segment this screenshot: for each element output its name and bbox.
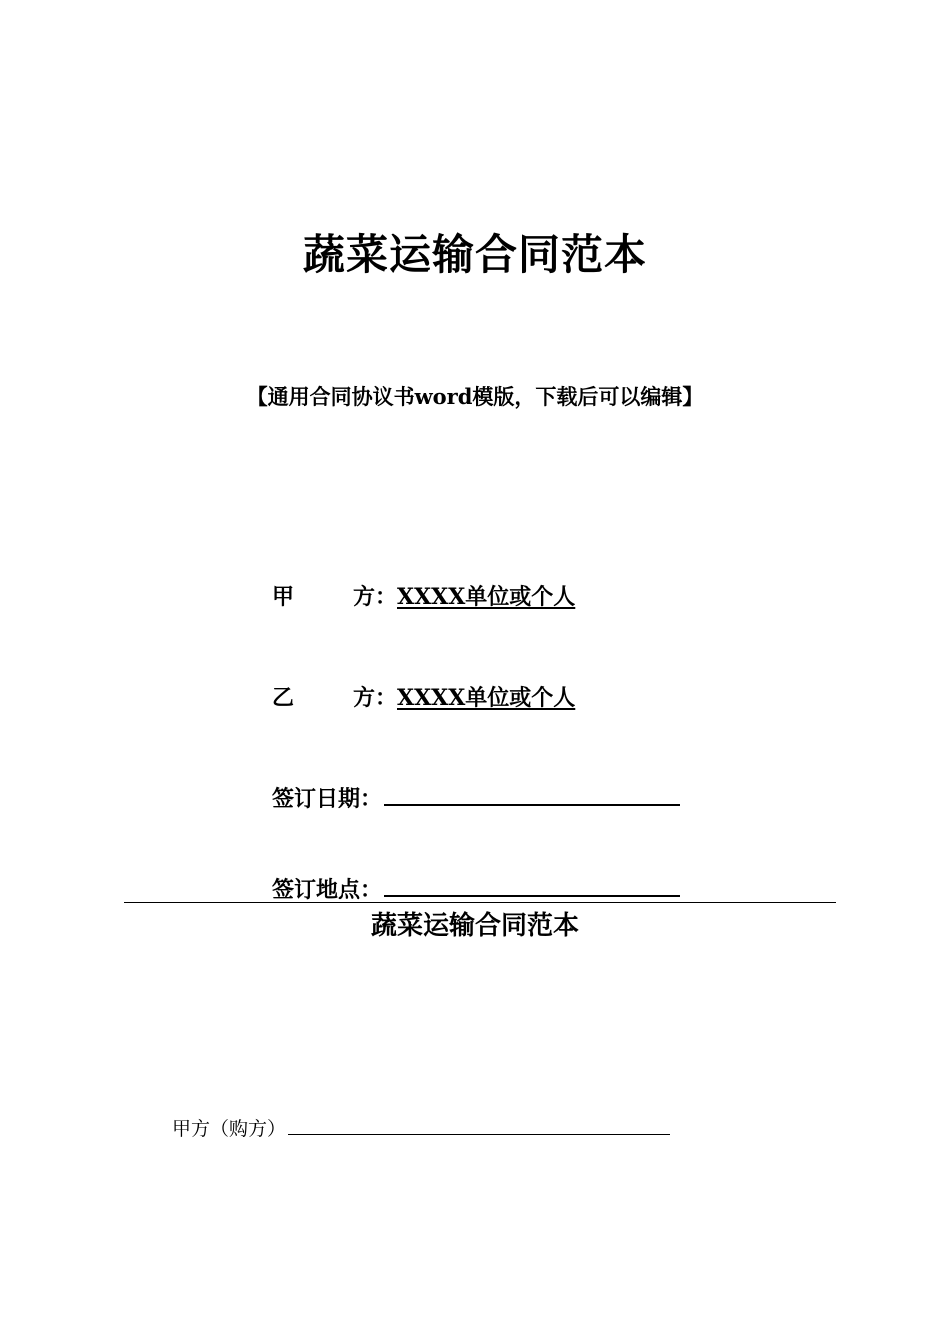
party-b-label	[272, 681, 397, 712]
party-b-label-last: 方：	[352, 685, 397, 711]
sign-place-blank[interactable]	[384, 875, 680, 897]
cover-subtitle: 【通用合同协议书word模版，下载后可以编辑】	[246, 384, 704, 409]
party-a-label-first: 甲	[272, 584, 295, 610]
party-b-label-first: 乙	[272, 685, 295, 711]
sign-place-row	[272, 873, 680, 904]
party-a-label	[272, 580, 397, 611]
party-b-value[interactable]: XXXX单位或个人	[397, 685, 576, 711]
party-a-label-last: 方：	[352, 584, 397, 610]
party-a-value[interactable]: XXXX单位或个人	[397, 584, 576, 610]
buyer-blank[interactable]	[288, 1116, 670, 1135]
sign-date-row	[272, 782, 680, 813]
sign-place-label: 签订地点：	[272, 877, 383, 903]
party-a-row	[272, 580, 575, 611]
sign-date-blank[interactable]	[384, 784, 680, 806]
page-divider	[124, 902, 836, 903]
buyer-label: 甲方（购方）	[172, 1118, 287, 1140]
buyer-row	[172, 1114, 670, 1141]
sign-date-label: 签订日期：	[272, 786, 383, 812]
page2-title: 蔬菜运输合同范本	[370, 911, 579, 941]
party-b-row	[272, 681, 575, 712]
cover-title: 蔬菜运输合同范本	[302, 230, 647, 279]
